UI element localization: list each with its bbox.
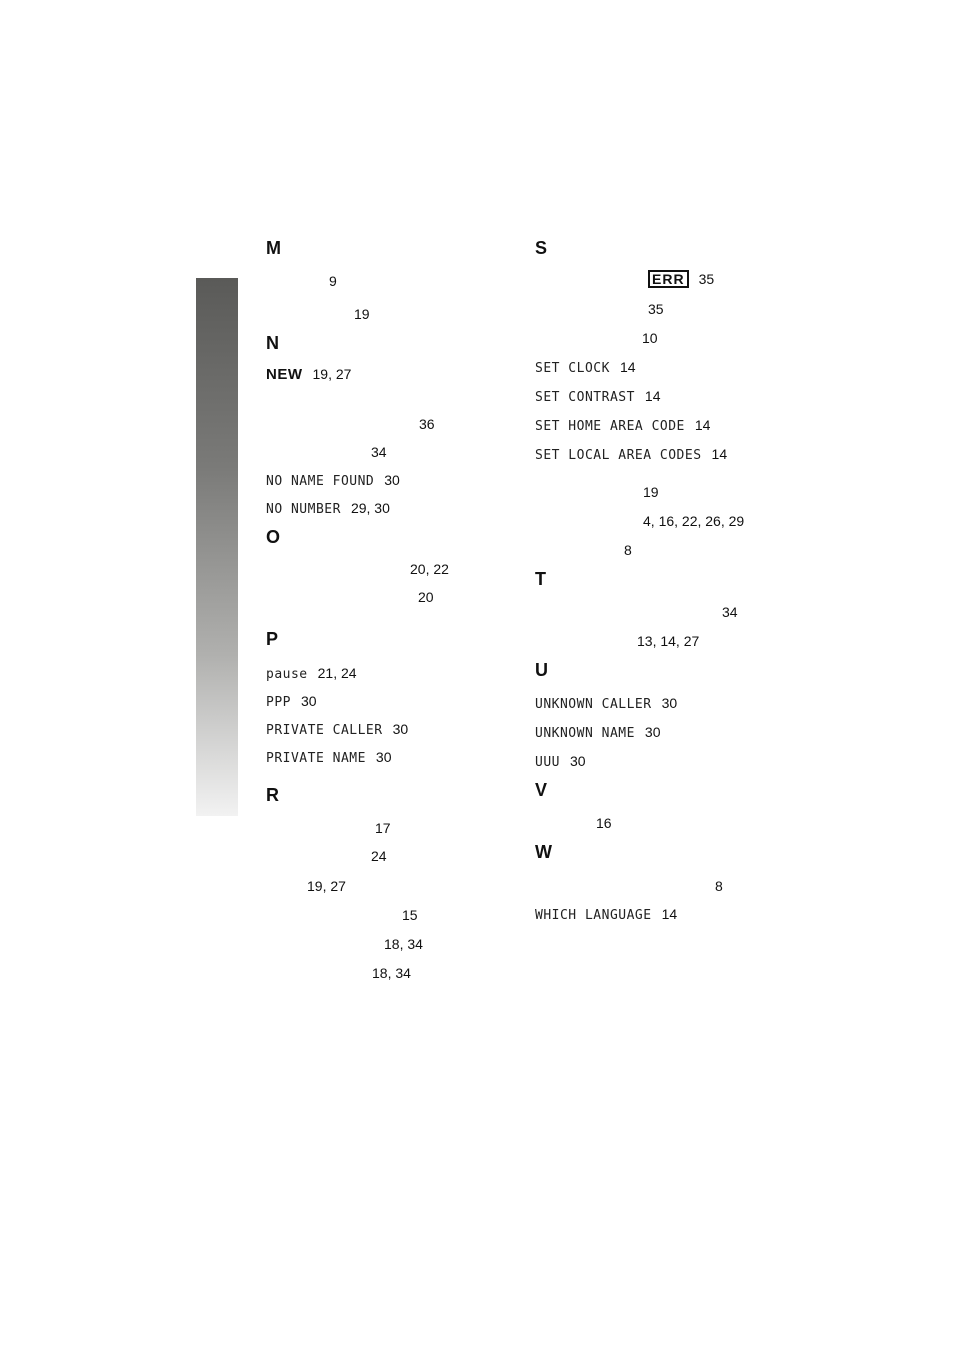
index-letter-m: M bbox=[266, 238, 281, 258]
index-entry-page: 20 bbox=[418, 589, 434, 605]
index-entry-page: 8 bbox=[715, 878, 723, 894]
index-entry-unknown-caller bbox=[535, 694, 677, 714]
index-entry-page: 15 bbox=[402, 907, 418, 923]
index-entry-page: 35 bbox=[698, 271, 715, 287]
index-entry-private-name bbox=[266, 748, 392, 768]
index-term: NEW bbox=[266, 366, 303, 383]
index-entry-no-name-found bbox=[266, 471, 400, 491]
index-term: PRIVATE CALLER bbox=[266, 723, 383, 738]
index-term: pause bbox=[266, 667, 308, 682]
index-letter-s: S bbox=[535, 238, 548, 258]
index-term: PRIVATE NAME bbox=[266, 751, 366, 766]
index-entry-page: 34 bbox=[722, 604, 738, 620]
index-entry-page: 34 bbox=[371, 444, 387, 460]
index-entry-page: 36 bbox=[419, 416, 435, 432]
index-entry-private-caller bbox=[266, 720, 408, 740]
index-entry-page: 30 bbox=[392, 721, 409, 737]
index-entry-which-language bbox=[535, 905, 677, 925]
index-entry-page: 8 bbox=[624, 542, 632, 558]
index-entry-page: 24 bbox=[371, 848, 387, 864]
index-entry-page: 19 bbox=[643, 484, 659, 500]
index-entry-page: 16 bbox=[596, 815, 612, 831]
index-entry-page: 14 bbox=[711, 446, 728, 462]
index-letter-t: T bbox=[535, 569, 546, 589]
index-term: PPP bbox=[266, 695, 291, 710]
index-entry-page: 30 bbox=[644, 724, 661, 740]
index-entry-page: 14 bbox=[644, 388, 661, 404]
index-entry-page: 19 bbox=[354, 306, 370, 322]
index-entry-page: 17 bbox=[375, 820, 391, 836]
index-term: NO NAME FOUND bbox=[266, 474, 375, 489]
index-term: UUU bbox=[535, 755, 560, 770]
index-entry-page: 14 bbox=[619, 359, 636, 375]
index-entry-page: 18, 34 bbox=[384, 936, 423, 952]
index-entry-page: 30 bbox=[661, 695, 678, 711]
index-term: UNKNOWN CALLER bbox=[535, 697, 652, 712]
index-entry-set-clock bbox=[535, 358, 636, 378]
index-letter-n: N bbox=[266, 333, 279, 353]
side-tab-gradient bbox=[196, 278, 238, 816]
index-entry-page: 14 bbox=[694, 417, 711, 433]
index-entry-page: 13, 14, 27 bbox=[637, 633, 700, 649]
index-entry-page: 35 bbox=[648, 301, 664, 317]
index-entry-unknown-name bbox=[535, 723, 661, 743]
index-entry-page: 29, 30 bbox=[350, 500, 390, 516]
index-term: SET CONTRAST bbox=[535, 390, 635, 405]
index-entry-page: 14 bbox=[661, 906, 678, 922]
index-term: SET LOCAL AREA CODES bbox=[535, 448, 702, 463]
index-entry-page: 30 bbox=[300, 693, 317, 709]
index-entry-page: 4, 16, 22, 26, 29 bbox=[643, 513, 745, 529]
index-term: SET CLOCK bbox=[535, 361, 610, 376]
index-letter-v: V bbox=[535, 780, 548, 800]
index-entry-page: 30 bbox=[375, 749, 392, 765]
index-term: UNKNOWN NAME bbox=[535, 726, 635, 741]
index-letter-w: W bbox=[535, 842, 552, 862]
index-entry-pause bbox=[266, 664, 357, 684]
index-entry-page: 9 bbox=[329, 273, 337, 289]
index-entry-page: 20, 22 bbox=[410, 561, 449, 577]
index-entry-page: 19, 27 bbox=[312, 366, 352, 382]
index-entry-set-contrast bbox=[535, 387, 661, 407]
index-entry-page: 18, 34 bbox=[372, 965, 411, 981]
index-term: NO NUMBER bbox=[266, 502, 341, 517]
index-entry-uuu bbox=[535, 752, 586, 772]
index-entry-page: 10 bbox=[642, 330, 658, 346]
index-entry-page: 30 bbox=[384, 472, 400, 488]
index-entry-new bbox=[266, 365, 351, 384]
index-entry-ppp bbox=[266, 692, 317, 712]
index-term: SET HOME AREA CODE bbox=[535, 419, 685, 434]
index-letter-o: O bbox=[266, 527, 281, 547]
index-entry-err bbox=[648, 270, 714, 288]
index-entry-set-local-area-codes bbox=[535, 445, 727, 465]
index-term: WHICH LANGUAGE bbox=[535, 908, 652, 923]
lcd-err-indicator: ERR bbox=[648, 270, 689, 288]
index-letter-r: R bbox=[266, 785, 279, 805]
index-entry-no-number bbox=[266, 499, 390, 519]
index-letter-u: U bbox=[535, 660, 548, 680]
index-entry-page: 21, 24 bbox=[317, 665, 357, 681]
index-entry-set-home-area-code bbox=[535, 416, 710, 436]
index-entry-page: 30 bbox=[569, 753, 586, 769]
index-entry-page: 19, 27 bbox=[307, 878, 346, 894]
index-letter-p: P bbox=[266, 629, 279, 649]
